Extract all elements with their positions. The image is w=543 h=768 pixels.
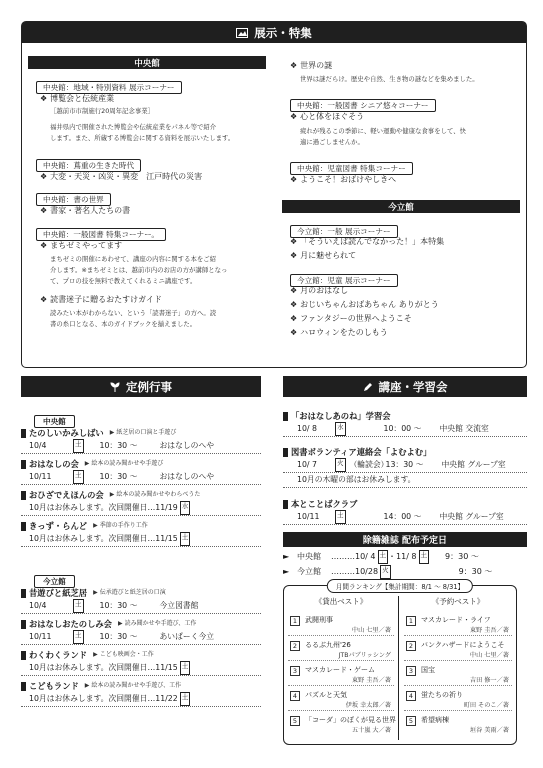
diamond-icon: ❖ [290,286,298,295]
ranking-row: 3 マスカレード・ゲーム 東野 圭吾／著 [288,662,394,686]
lecture-item: 本とことばクラブ 10/11 土 14：00 〜 中央館 グループ室 [283,498,527,525]
event-item: わくわくランド ▶ こども映画会・工作 10月はお休みします。次回開催日…11/15 土 [21,649,261,676]
ranking-row: 2 るるぶ九州'26 JTBパブリッシング [288,637,394,661]
triangle-icon: ▶ [109,429,115,436]
diamond-icon: ❖ [290,328,298,337]
lectures-title: 講座・学習会 [378,379,448,394]
corner-tag: 今立館：一般 展示コーナー [290,225,398,238]
regular-header [21,376,261,397]
feature-desc: 適に過ごしませんか。 [300,138,364,146]
feature-item: ❖ 書家・著名人たちの書 [40,206,131,215]
event-item: おひざでえほんの会 ▶ 絵本の読み聞かせやわらべうた 10月はお休みします。次回開催日…11/19 水 [21,489,261,516]
diamond-icon: ❖ [290,112,298,121]
diamond-icon: ❖ [290,237,298,246]
corner-tag: 中央館：書の世界 [36,193,111,206]
lecture-item: 図書ボランティア連絡会「よむよむ」 10/ 7 火 （輪読会） 13：30 〜 中央館 グループ室 10月の木曜の部はお休みします。 [283,446,527,488]
pen-icon [363,382,373,392]
feature-item: ❖ 月のおはなし [290,286,349,295]
lectures-section [283,376,527,756]
arrow-icon: ► [283,567,290,576]
feature-item: ❖ おじいちゃんおばあちゃん ありがとう [290,300,439,309]
exhibition-header [22,22,526,43]
diamond-icon: ❖ [290,61,298,70]
lecture-item: 「おはなしあのね」学習会 10/ 8 水 10：00 〜 中央館 交流室 [283,410,527,437]
lend-ranking [288,596,396,734]
diamond-icon: ❖ [290,175,298,184]
triangle-icon: ▶ [109,491,115,498]
regular-title: 定例行事 [126,379,172,394]
event-item: こどもランド ▶ 絵本の読み聞かせや手遊び、工作 10月はお休みします。次回開催日…11/22 土 [21,680,261,707]
diamond-icon: ❖ [290,251,298,260]
exhibition-title: 展示・特集 [254,25,312,40]
branch-tag: 今立館 [34,575,75,588]
triangle-icon: ▶ [117,620,123,627]
feature-desc: 読みたい本がわからない、という「読書迷子」の方へ。読 [50,309,217,317]
event-item: 昔遊びと紙芝居 ▶ 伝承遊びと紙芝居の口演 10/4 土 10：30 〜 今立図書館 [21,587,261,614]
feature-desc: 疲れが残るこの季節に、軽い運動や健康な食事をして、快 [300,127,467,135]
feature-item: ❖ 月に魅せられて [290,251,357,260]
branch-label-chuo: 中央館 [28,56,266,69]
triangle-icon: ▶ [93,522,98,529]
exhibition-left-column [28,56,266,328]
ranking-row: 3 国宝 吉田 修一／著 [404,662,512,686]
feature-desc: まちゼミの開催にあわせて、講座の内容に関する本をご紹 [50,255,217,263]
ranking-row: 5 希望病棟 垣谷 美雨／著 [404,712,512,736]
feature-item: ❖ 読書迷子に贈るおたすけガイド [40,295,162,304]
corner-tag: 今立館：児童 展示コーナー [290,274,398,287]
ranking-row: 1 マスカレード・ライフ 東野 圭吾／著 [404,612,512,636]
event-item: たのしいかみしばい ▶ 紙芝居の口演と手遊び 10/4 土 10：30 〜 おはなしのへや [21,427,261,454]
feature-desc: 福井県内で開催された博覧会や伝統産業をパネル等で紹介 [50,123,217,131]
ranking-row: 2 バンクハザードにようこそ 中山 七里／著 [404,637,512,661]
triangle-icon: ▶ [84,682,90,689]
ranking-row: 4 パズルと天気 伊坂 幸太郎／著 [288,687,394,711]
feature-item: ❖ 世界の謎 [290,61,333,70]
ranking-panel [283,585,517,745]
withdrawn-header: 除籍雑誌 配布予定日 [283,532,527,547]
triangle-icon: ▶ [93,589,98,596]
diamond-icon: ❖ [290,300,298,309]
diamond-icon: ❖ [40,206,48,215]
corner-tag: 中央館：一般図書 シニア悠々コーナー [290,99,436,112]
feature-desc: します。また、所蔵する博覧会に関する資料を展示いたします。 [50,134,235,142]
corner-tag: 中央館：児童図書 特集コーナー [290,162,413,175]
lend-ranking-title: 《貸出ベスト》 [314,597,368,606]
ranking-row: 4 蛍たちの祈り 町田 そのこ／著 [404,687,512,711]
sprout-icon [110,382,120,392]
triangle-icon: ▶ [84,460,90,467]
feature-item: ❖ ようこそ！おばけやしきへ [290,175,397,184]
event-item: おはなしおたのしみ会 ▶ 読み聞かせや手遊び、工作 10/11 土 10：30 〜 あいぱーく今立 [21,618,261,645]
reserve-ranking [404,596,512,734]
event-item: きっず・らんど ▶ 季節の手作り工作 10月はお休みします。次回開催日…11/15 土 [21,520,261,547]
feature-desc: 書の糸口となる、本のガイドブックを揃えました。 [50,320,197,328]
feature-item: ❖ ファンタジーの世界へようこそ [290,314,412,323]
feature-note: ［越前市市制施行20周年記念事業］ [50,107,154,115]
corner-tag: 中央館：一般図書 特集コーナー。 [36,228,166,241]
feature-desc: 世界は謎だらけ。歴史や自然、生き物の謎などを集めました。 [300,75,479,83]
reserve-ranking-title: 《予約ベスト》 [431,597,485,606]
feature-item: ❖ まちゼミやってます [40,241,123,250]
feature-item: ❖ 大変・天災・凶災・異変 江戸時代の災害 [40,172,203,181]
regular-events-section [21,376,261,756]
branch-label-imadate: 今立館 [282,200,520,213]
diamond-icon: ❖ [40,241,48,250]
ranking-title: 月間ランキング【集計期間：8/1 〜 8/31】 [327,579,473,593]
arrow-icon: ► [283,552,290,561]
branch-tag: 中央館 [34,415,75,428]
feature-item: ❖ 博覧会と伝統産業 [40,94,115,103]
diamond-icon: ❖ [40,295,48,304]
withdrawn-row: ► 今立館 ……… 10/28 火 9：30 〜 [283,565,513,579]
image-icon [236,28,248,38]
event-item: おはなしの会 ▶ 絵本の読み聞かせや手遊び 10/11 土 10：30 〜 おはなしのへや [21,458,261,485]
feature-desc: 介します。※まちゼミとは、越前市内のお店の方が講師となっ [50,266,228,274]
ranking-row: 1 武闘刑事 中山 七里／著 [288,612,394,636]
ranking-row: 5 「コーダ」のぼくが見る世界 五十嵐 大／著 [288,712,394,736]
corner-tag: 中央館：地域・特別資料 展示コーナー [36,81,182,94]
diamond-icon: ❖ [290,314,298,323]
feature-item: ❖ ハロウィンをたのしもう [290,328,388,337]
triangle-icon: ▶ [93,651,98,658]
feature-desc: て、プロの技を無料で教えてくれるミニ講座です。 [50,277,197,285]
withdrawn-row: ► 中央館 ……… 10/ 4 土 ・11/ 8 土 9：30 〜 [283,550,513,564]
lectures-header [283,376,527,397]
feature-item: ❖ 「そういえば読んでなかった！」本特集 [290,237,445,246]
corner-tag: 中央館：蔦重の生きた時代 [36,159,141,172]
exhibition-panel [21,21,527,368]
feature-item: ❖ 心と体をほぐそう [290,112,365,121]
diamond-icon: ❖ [40,94,48,103]
diamond-icon: ❖ [40,172,48,181]
